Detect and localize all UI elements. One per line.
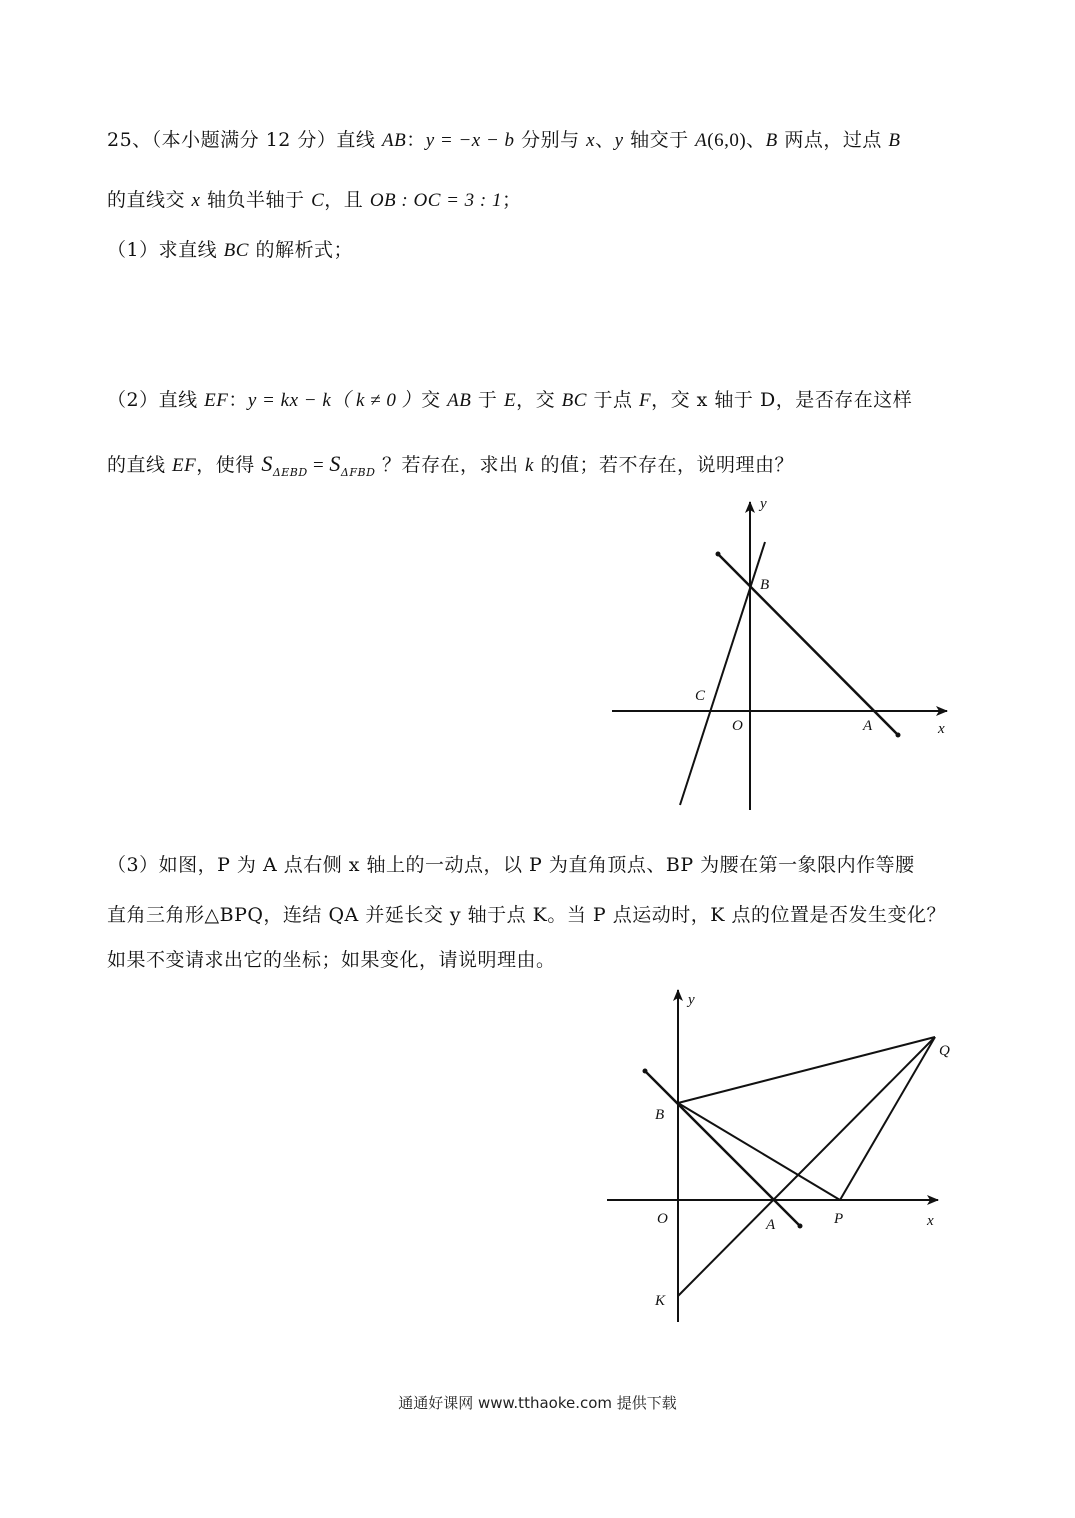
area-fbd-subscript: ΔFBD	[340, 465, 376, 479]
intro-sep: 、	[595, 129, 615, 151]
intro-text: 、	[746, 129, 766, 151]
line-ef-equation: y = kx − k	[247, 390, 332, 411]
point-k-label: K	[655, 1293, 666, 1309]
y-var: y	[614, 130, 624, 151]
intro-colon: ：	[406, 129, 426, 151]
point-p-label: P	[834, 1211, 844, 1227]
point-c-label: C	[311, 190, 325, 211]
line-bc-label: BC	[561, 390, 587, 411]
point-b-label: B	[760, 577, 770, 593]
point-a-coordinates: (6,0)	[707, 130, 747, 151]
intro-text: 分别与	[514, 129, 587, 151]
line-ab-label: AB	[381, 130, 407, 151]
page-footer: 通通好课网 www.tthaoke.com 提供下载	[398, 1394, 677, 1412]
part2-text: 于点	[586, 389, 640, 411]
problem-intro-line1	[107, 125, 900, 152]
part2-text: 的值；若不存在，说明理由？	[533, 454, 794, 476]
area-symbol: S	[261, 451, 273, 476]
intro-text: 轴交于	[623, 129, 696, 151]
part3-question-line1: （3）如图，P 为 A 点右侧 x 轴上的一动点，以 P 为直角顶点、BP 为腰在第一象限内作等腰	[107, 854, 915, 876]
y-axis-label: y	[688, 992, 695, 1008]
figure1-coordinate-diagram	[600, 490, 970, 820]
line-ab-endpoint	[896, 733, 901, 738]
x-var: x	[586, 130, 596, 151]
area-symbol: S	[329, 451, 341, 476]
part2-question-line2	[107, 450, 794, 479]
line-ab-equation: y = −x − b	[425, 130, 515, 151]
point-a-label: A	[695, 130, 708, 151]
line-ab-label: AB	[447, 390, 472, 411]
part2-prefix: （2）直线	[107, 389, 205, 411]
origin-label: O	[732, 718, 743, 734]
figure2-coordinate-diagram	[595, 980, 965, 1330]
point-f-label: F	[639, 390, 652, 411]
part2-colon: ：	[228, 389, 248, 411]
line-ab	[645, 1071, 800, 1226]
part2-text: 交	[421, 389, 448, 411]
x-var: x	[191, 190, 201, 211]
segment-bq	[678, 1037, 935, 1103]
intro2-text: 轴负半轴于	[200, 189, 312, 211]
line-ab	[718, 554, 898, 735]
area-ebd-subscript: ΔEBD	[272, 465, 308, 479]
part2-text: 的直线	[107, 454, 173, 476]
part1-suffix: 的解析式；	[248, 239, 353, 261]
line-bc	[680, 542, 765, 805]
y-axis-label: y	[760, 496, 767, 512]
part3-question-line2: 直角三角形△BPQ，连结 QA 并延长交 y 轴于点 K。当 P 点运动时，K 点的位置是否发生变化？	[107, 904, 946, 926]
equals-sign: =	[307, 455, 330, 476]
part1-question	[107, 235, 353, 262]
point-a-label: A	[863, 718, 873, 734]
line-bc-label: BC	[223, 240, 249, 261]
k-var: k	[525, 455, 534, 476]
part2-text: ，交	[516, 389, 562, 411]
point-b-label: B	[655, 1107, 665, 1123]
intro-prefix: 25、（本小题满分 12 分）直线	[107, 129, 382, 151]
point-a-label: A	[766, 1217, 776, 1233]
problem-intro-line2	[107, 185, 522, 212]
intro2-end: ；	[502, 189, 522, 211]
part2-text: 于	[471, 389, 504, 411]
point-c-label: C	[695, 688, 706, 704]
line-ef-label: EF	[172, 455, 197, 476]
k-condition: （ k ≠ 0 ）	[331, 390, 422, 411]
x-axis-label: x	[938, 721, 945, 737]
part2-text: ，使得	[196, 454, 262, 476]
part2-text: ？若存在，求出	[375, 454, 525, 476]
x-axis-label: x	[927, 1213, 934, 1229]
part3-question-line3: 如果不变请求出它的坐标；如果变化，请说明理由。	[107, 949, 556, 971]
part2-text: ，交 x 轴于 D，是否存在这样	[651, 389, 913, 411]
line-qk	[678, 1037, 935, 1296]
line-ef-label: EF	[204, 390, 229, 411]
point-q-label: Q	[939, 1043, 950, 1059]
part2-question-line1	[107, 385, 912, 412]
line-ab-endpoint	[716, 552, 721, 557]
intro-text: 两点，过点	[777, 129, 889, 151]
line-ab-endpoint	[643, 1069, 648, 1074]
intro2-text: ，且	[324, 189, 370, 211]
point-e-label: E	[503, 390, 517, 411]
line-ab-endpoint	[798, 1224, 803, 1229]
ratio-ob-oc: OB : OC = 3 : 1	[369, 190, 503, 211]
part1-prefix: （1）求直线	[107, 239, 224, 261]
origin-label: O	[657, 1211, 668, 1227]
intro2-text: 的直线交	[107, 189, 192, 211]
point-b-label: B	[765, 130, 778, 151]
point-b-label: B	[888, 130, 901, 151]
